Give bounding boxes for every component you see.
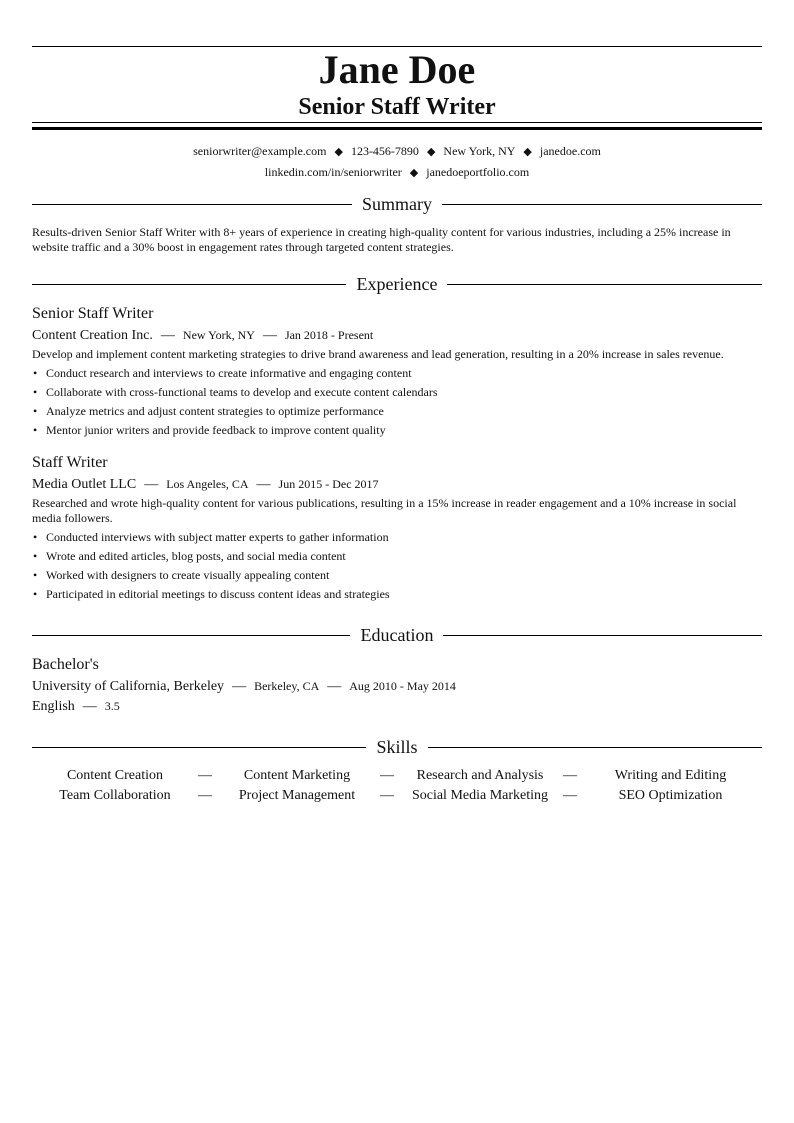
skill-item: Project Management: [238, 788, 356, 803]
contact-email[interactable]: seniorwriter@example.com: [193, 144, 327, 158]
experience-heading-label: Experience: [347, 274, 448, 294]
education-school-line: [32, 677, 456, 696]
education-dates: Aug 2010 - May 2014: [349, 679, 456, 693]
education-location: Berkeley, CA: [254, 679, 320, 693]
summary-heading: [32, 193, 762, 217]
dash-separator: —: [327, 679, 342, 694]
education-heading: [32, 624, 762, 648]
job-bullets: [32, 528, 762, 604]
contact-line-1: [32, 143, 762, 160]
dash-separator: —: [82, 699, 97, 714]
job-company: Media Outlet LLC: [32, 477, 137, 492]
job-description: Researched and wrote high-quality content for various publications, resulting in a 15% increase in reader engagement and a 10% increase in social media followers.: [32, 496, 737, 525]
diamond-separator-icon: ◆: [523, 146, 532, 158]
list-item: • Conducted interviews with subject matter experts to gather information: [32, 528, 762, 547]
summary-heading-label: Summary: [352, 194, 442, 214]
education-heading-label: Education: [351, 625, 444, 645]
dash-separator: —: [198, 768, 212, 783]
job-dates: Jan 2018 - Present: [284, 328, 374, 342]
job-role: Staff Writer: [32, 454, 108, 471]
dash-separator: —: [198, 788, 212, 803]
contact-phone: 123-456-7890: [350, 144, 419, 158]
list-item: • Worked with designers to create visually appealing content: [32, 566, 762, 585]
list-item: • Collaborate with cross-functional teams to develop and execute content calendars: [32, 383, 762, 402]
skill-item: Writing and Editing: [614, 768, 727, 783]
candidate-name: Jane Doe: [318, 47, 476, 92]
skills-row: [32, 786, 762, 806]
contact-location: New York, NY: [443, 144, 516, 158]
list-item: • Analyze metrics and adjust content strategies to optimize performance: [32, 402, 762, 421]
job-org-line: [32, 475, 379, 494]
summary-text: Results-driven Senior Staff Writer with 8+ years of experience in creating high-quality content for various industries, including a 25% increase in website traffic and a 30% boost in engagement rates through targeted content strategies.: [32, 225, 731, 254]
dash-separator: —: [144, 477, 159, 492]
experience-heading: [32, 273, 762, 297]
job-description: Develop and implement content marketing strategies to drive brand awareness and lead generation, resulting in a 20% increase in sales revenue.: [32, 347, 724, 361]
skill-item: Content Creation: [66, 768, 164, 783]
education-degree: Bachelor's: [32, 656, 99, 673]
diamond-separator-icon: ◆: [334, 146, 343, 158]
job-location: Los Angeles, CA: [166, 477, 249, 491]
education-major-line: [32, 697, 120, 716]
skill-item: Research and Analysis: [416, 768, 544, 783]
skill-item: Team Collaboration: [59, 788, 171, 803]
skills-row: [32, 766, 762, 786]
contact-website[interactable]: janedoe.com: [539, 144, 601, 158]
skills-heading-label: Skills: [366, 737, 427, 757]
header-double-rule: [32, 122, 762, 130]
education-major: English: [32, 699, 75, 714]
skills-heading: [32, 736, 762, 760]
skill-item: SEO Optimization: [618, 788, 723, 803]
list-item: • Conduct research and interviews to create informative and engaging content: [32, 364, 762, 383]
skill-item: Social Media Marketing: [411, 788, 549, 803]
job-company: Content Creation Inc.: [32, 328, 153, 343]
dash-separator: —: [380, 788, 394, 803]
list-item: • Participated in editorial meetings to discuss content ideas and strategies: [32, 585, 762, 604]
dash-separator: —: [160, 328, 175, 343]
job-dates: Jun 2015 - Dec 2017: [278, 477, 379, 491]
candidate-title: Senior Staff Writer: [298, 94, 496, 120]
dash-separator: —: [232, 679, 247, 694]
list-item: • Wrote and edited articles, blog posts, and social media content: [32, 547, 762, 566]
job-org-line: [32, 326, 373, 345]
contact-linkedin[interactable]: linkedin.com/in/seniorwriter: [264, 165, 402, 179]
education-gpa: 3.5: [104, 699, 120, 713]
diamond-separator-icon: ◆: [426, 146, 436, 158]
contact-line-2: [32, 164, 762, 181]
contact-portfolio[interactable]: janedoeportfolio.com: [426, 165, 530, 179]
job-bullets: [32, 364, 762, 440]
job-location: New York, NY: [182, 328, 255, 342]
dash-separator: —: [262, 328, 277, 343]
dash-separator: —: [380, 768, 394, 783]
list-item: • Mentor junior writers and provide feedback to improve content quality: [32, 421, 762, 440]
dash-separator: —: [563, 768, 577, 783]
skills-grid: [32, 766, 762, 806]
skill-item: Content Marketing: [243, 768, 351, 783]
dash-separator: —: [563, 788, 577, 803]
job-role: Senior Staff Writer: [32, 305, 154, 322]
diamond-separator-icon: ◆: [409, 167, 419, 179]
education-school: University of California, Berkeley: [32, 679, 225, 694]
dash-separator: —: [256, 477, 271, 492]
